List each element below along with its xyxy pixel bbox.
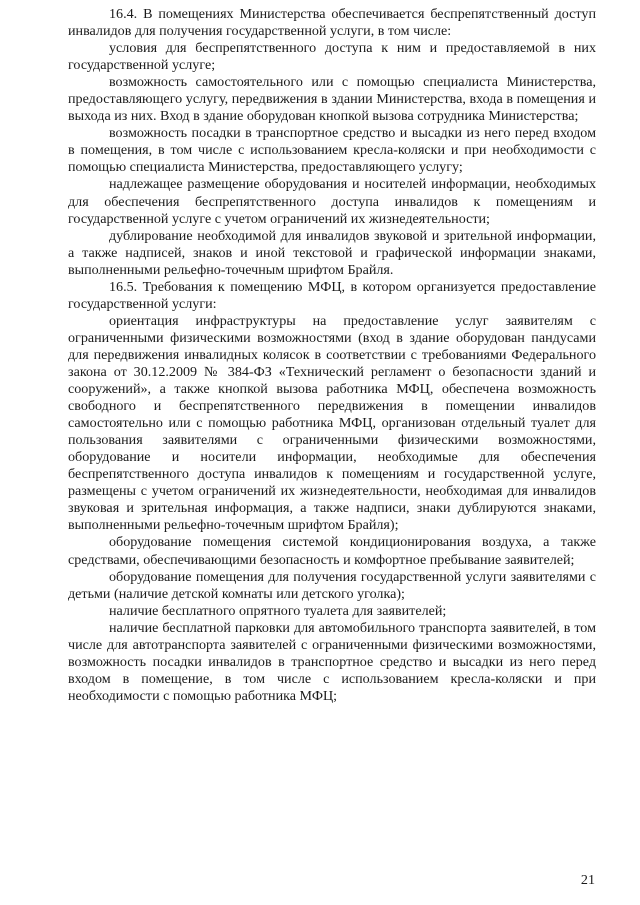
paragraph-free-toilet: наличие бесплатного опрятного туалета для заявителей; [109, 602, 447, 619]
paragraph-access-conditions: условия для беспрепятственного доступа к ним и предоставляемой в них государственной услуге; [68, 40, 596, 74]
page-number: 21 [580, 872, 595, 888]
paragraph-air-conditioning: оборудование помещения системой кондиционирования воздуха, а также средствами, обеспечивающими безопасность и комфортное пребывание заявителей; [68, 534, 596, 568]
paragraph-infrastructure-orientation: ориентация инфраструктуры на предоставление услуг заявителям с ограниченными физическими возможностями (вход в здание оборудован пандусами для передвижения инвалидных колясок в соответствии с требованиями Федерального закона от 30.12.2009 № 384-ФЗ «Технический регламент о безопасности зданий и сооружений», а также кнопкой вызова работника МФЦ, обеспечена возможность свободного и беспрепятственного передвижения в помещении инвалидов самостоятельно или с помощью работника МФЦ, организован отдельный туалет для пользования заявителями с ограниченными физическими возможностями, оборудование и носители информации, необходимые для обеспечения беспрепятственного доступа инвалидов к помещениям и государственной услуге, размещены с учетом ограничений их жизнедеятельности, необходимая для инвалидов звуковая и зрительная информация, а также надписи, знаки дублируются знаками, выполненными рельефно-точечным шрифтом Брайля); [68, 312, 596, 534]
paragraph-equipment-placement: надлежащее размещение оборудования и носителей информации, необходимых для обеспечения беспрепятственного доступа инвалидов к помещениям и государственной услуге с учетом ограничений их жизнедеятельности; [68, 176, 596, 227]
paragraph-children-room: оборудование помещения для получения государственной услуги заявителями с детьми (наличие детской комнаты или детского уголка); [68, 568, 596, 602]
paragraph-braille-duplication: дублирование необходимой для инвалидов звуковой и зрительной информации, а также надписей, знаков и иной текстовой и графической информации знаками, выполненными рельефно-точечным шрифтом Брайля. [68, 227, 596, 278]
document-body [68, 6, 596, 705]
paragraph-16-5-heading: 16.5. Требования к помещению МФЦ, в котором организуется предоставление государственной услуги: [68, 278, 596, 312]
paragraph-vehicle-boarding: возможность посадки в транспортное средство и высадки из него перед входом в помещения, в том числе с использованием кресла-коляски и при необходимости с помощью специалиста Министерства, предоставляющего услугу; [68, 125, 596, 176]
paragraph-16-4-heading: 16.4. В помещениях Министерства обеспечивается беспрепятственный доступ инвалидов для получения государственной услуги, в том числе: [68, 6, 596, 40]
paragraph-independent-movement: возможность самостоятельного или с помощью специалиста Министерства, предоставляющего услугу, передвижения в здании Министерства, входа в помещения и выхода из них. Вход в здание оборудован кнопкой вызова сотрудника Министерства; [68, 74, 596, 125]
paragraph-free-parking: наличие бесплатной парковки для автомобильного транспорта заявителей, в том числе для автотранспорта заявителей с ограниченными физическими возможностями, возможность посадки инвалидов в транспортное средство и высадки из него перед входом в помещение, в том числе с использованием кресла-коляски и при необходимости с помощью работника МФЦ; [68, 619, 596, 704]
